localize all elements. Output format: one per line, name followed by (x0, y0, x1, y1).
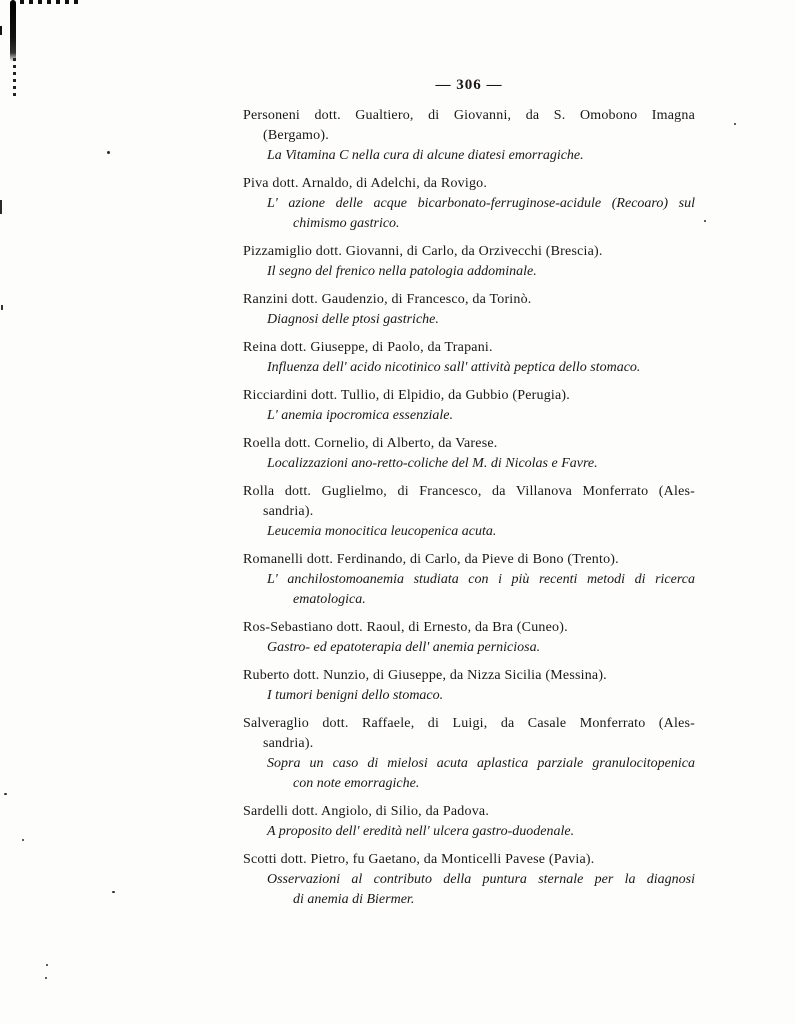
scan-edge-mark (0, 200, 2, 214)
directory-entry (243, 174, 695, 234)
entry-title-line: Osservazioni al contributo della puntura sternale per la diagnosi (267, 872, 695, 887)
page-number: — 306 — (435, 77, 503, 93)
entry-name-line: Reina dott. Giuseppe, di Paolo, da Trapani. (243, 340, 493, 355)
scan-dot (4, 793, 7, 795)
scan-dot (112, 891, 115, 893)
entry-title-line: di anemia di Biermer. (293, 892, 415, 907)
entry-name-line: Personeni dott. Gualtiero, di Giovanni, da S. Omobono Imagna (243, 108, 695, 123)
entry-title-line: Sopra un caso di mielosi acuta aplastica parziale granulocitopenica (267, 756, 695, 771)
entry-name-line: Piva dott. Arnaldo, di Adelchi, da Rovigo. (243, 176, 488, 191)
entries-list (243, 106, 695, 918)
entry-name-line: Ricciardini dott. Tullio, di Elpidio, da Gubbio (Perugia). (243, 388, 570, 403)
entry-name-line: Salveraglio dott. Raffaele, di Luigi, da Casale Monferrato (Ales- (243, 716, 695, 731)
directory-entry (243, 618, 695, 658)
directory-entry (243, 850, 695, 910)
directory-entry (243, 714, 695, 794)
scan-dot (704, 220, 706, 222)
directory-entry (243, 290, 695, 330)
scan-dot (46, 964, 48, 966)
entry-name-line: Ros-Sebastiano dott. Raoul, di Ernesto, da Bra (Cuneo). (243, 620, 568, 635)
entry-name-line: Roella dott. Cornelio, di Alberto, da Varese. (243, 436, 498, 451)
entry-title-line: L' azione delle acque bicarbonato-ferruginose-acidule (Recoaro) sul (267, 196, 695, 211)
entry-title-line: A proposito dell' eredità nell' ulcera gastro-duodenale. (267, 824, 575, 839)
entry-title-line: Gastro- ed epatoterapia dell' anemia perniciosa. (267, 640, 541, 655)
entry-title-line: L' anemia ipocromica essenziale. (267, 408, 454, 423)
scan-speckles (20, 0, 80, 4)
scan-dot (734, 123, 736, 125)
directory-entry (243, 242, 695, 282)
entry-title-line: Influenza dell' acido nicotinico sall' attività peptica dello stomaco. (267, 360, 641, 375)
entry-title-line: Diagnosi delle ptosi gastriche. (267, 312, 439, 327)
entry-name-line: Rolla dott. Guglielmo, di Francesco, da Villanova Monferrato (Ales- (243, 484, 695, 499)
entry-name-line: Romanelli dott. Ferdinando, di Carlo, da Pieve di Bono (Trento). (243, 552, 619, 567)
directory-entry (243, 434, 695, 474)
directory-entry (243, 666, 695, 706)
directory-entry (243, 482, 695, 542)
entry-title-line: L' anchilostomoanemia studiata con i più recenti metodi di ricerca (267, 572, 695, 587)
scan-ink-streak (10, 0, 16, 62)
entry-title-line: Il segno del frenico nella patologia addominale. (267, 264, 537, 279)
directory-entry (243, 106, 695, 166)
entry-title-line: Leucemia monocitica leucopenica acuta. (267, 524, 497, 539)
directory-entry (243, 550, 695, 610)
entry-title-line: La Vitamina C nella cura di alcune diatesi emorragiche. (267, 148, 584, 163)
entry-name-line: Sardelli dott. Angiolo, di Silio, da Padova. (243, 804, 490, 819)
scan-edge-mark (0, 26, 2, 35)
entry-name-line: Scotti dott. Pietro, fu Gaetano, da Monticelli Pavese (Pavia). (243, 852, 595, 867)
entry-name-line: Ruberto dott. Nunzio, di Giuseppe, da Nizza Sicilia (Messina). (243, 668, 607, 683)
entry-title-line: chimismo gastrico. (293, 216, 400, 231)
entry-name-line: (Bergamo). (263, 128, 329, 143)
scan-dot (107, 151, 110, 154)
scan-ink-streak-tail (13, 58, 16, 96)
directory-entry (243, 338, 695, 378)
entry-title-line: ematologica. (293, 592, 366, 607)
entry-name-line: Pizzamiglio dott. Giovanni, di Carlo, da Orzivecchi (Brescia). (243, 244, 603, 259)
entry-name-line: sandria). (263, 504, 314, 519)
directory-entry (243, 386, 695, 426)
scan-dot (22, 839, 24, 841)
entry-title-line: I tumori benigni dello stomaco. (267, 688, 444, 703)
entry-title-line: con note emorragiche. (293, 776, 420, 791)
entry-name-line: sandria). (263, 736, 314, 751)
entry-title-line: Localizzazioni ano-retto-coliche del M. di Nicolas e Favre. (267, 456, 598, 471)
scan-edge-mark (1, 305, 3, 310)
entry-name-line: Ranzini dott. Gaudenzio, di Francesco, da Torinò. (243, 292, 532, 307)
scan-dot (45, 977, 47, 979)
directory-entry (243, 802, 695, 842)
